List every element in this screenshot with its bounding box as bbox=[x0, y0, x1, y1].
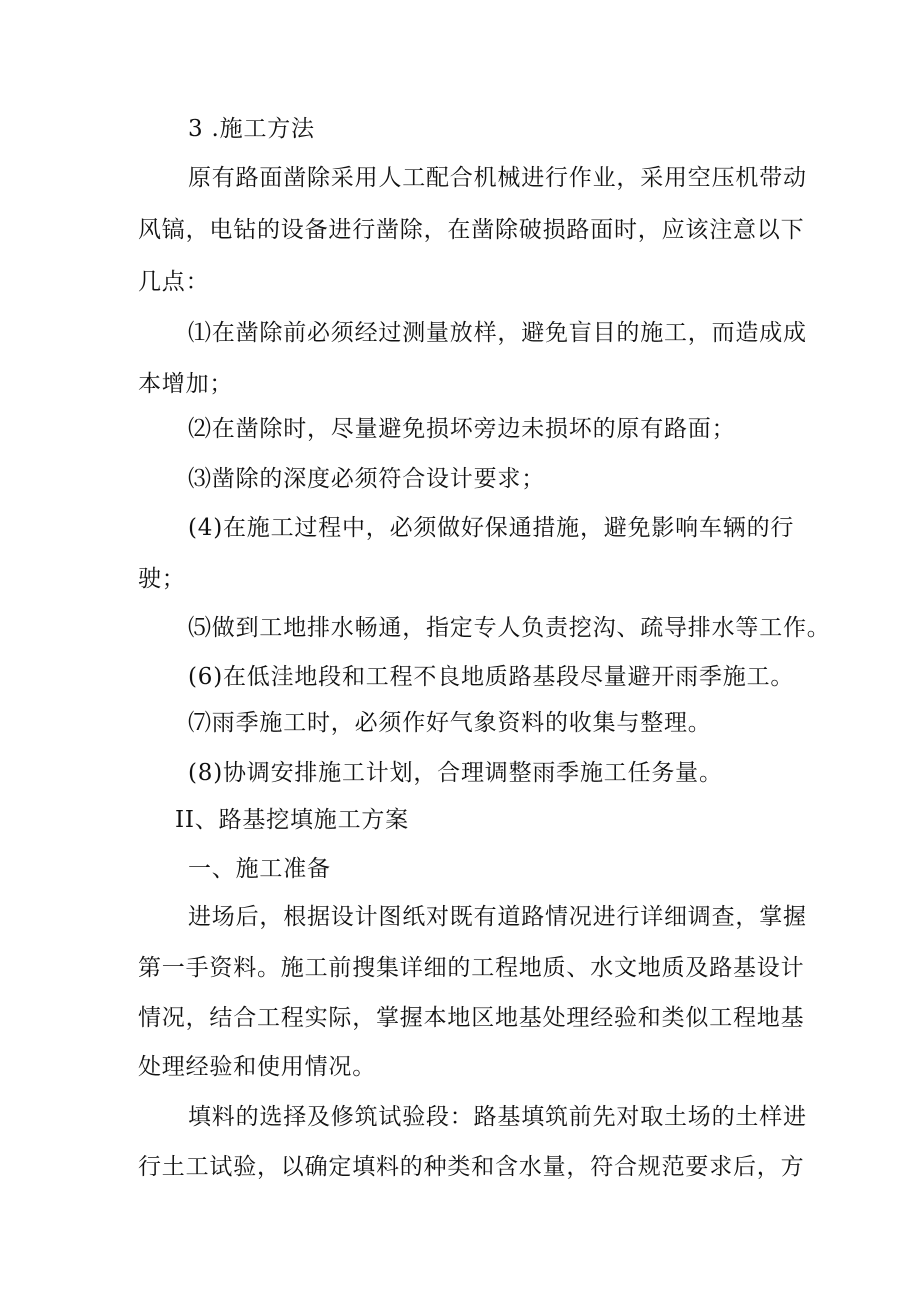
paragraph-line: 进场后，根据设计图纸对既有道路情况进行详细调查，掌握 bbox=[188, 904, 807, 930]
paragraph-line: 原有路面凿除采用人工配合机械进行作业，采用空压机带动 bbox=[188, 165, 807, 191]
list-item-4: (4)在施工过程中，必须做好保通措施，避免影响车辆的行 bbox=[188, 515, 795, 541]
paragraph-line: 填料的选择及修筑试验段：路基填筑前先对取土场的土样进 bbox=[188, 1104, 807, 1130]
paragraph-line: 情况，结合工程实际，掌握本地区地基处理经验和类似工程地基 bbox=[138, 1005, 805, 1031]
list-item-7: ⑺雨季施工时，必须作好气象资料的收集与整理。 bbox=[188, 710, 712, 736]
subsection-heading-preparation: 一、施工准备 bbox=[188, 856, 331, 882]
section-heading-construction-method: 3 .施工方法 bbox=[188, 116, 315, 142]
list-item-2: ⑵在凿除时，尽量避免损坏旁边未损坏的原有路面； bbox=[188, 416, 736, 442]
list-item-8: (8)协调安排施工计划，合理调整雨季施工任务量。 bbox=[188, 760, 723, 786]
paragraph-line: 风镐，电钻的设备进行凿除，在凿除破损路面时，应该注意以下 bbox=[138, 217, 805, 243]
list-item-5: ⑸做到工地排水畅通，指定专人负责挖沟、疏导排水等工作。 bbox=[188, 615, 831, 641]
list-item-3: ⑶凿除的深度必须符合设计要求； bbox=[188, 466, 545, 492]
paragraph-line: 第一手资料。施工前搜集详细的工程地质、水文地质及路基设计 bbox=[138, 955, 805, 981]
list-item-6: (6)在低洼地段和工程不良地质路基段尽量避开雨季施工。 bbox=[188, 664, 795, 690]
list-item-1: ⑴在凿除前必须经过测量放样，避免盲目的施工，而造成成 bbox=[188, 320, 807, 346]
paragraph-line: 几点： bbox=[138, 269, 210, 295]
paragraph-line: 处理经验和使用情况。 bbox=[138, 1054, 376, 1080]
section-heading-subgrade-plan: II、路基挖填施工方案 bbox=[175, 807, 409, 833]
paragraph-line: 行土工试验，以确定填料的种类和含水量，符合规范要求后，方 bbox=[138, 1154, 805, 1180]
list-item-4-continued: 驶； bbox=[138, 566, 186, 592]
list-item-1-continued: 本增加； bbox=[138, 371, 234, 397]
